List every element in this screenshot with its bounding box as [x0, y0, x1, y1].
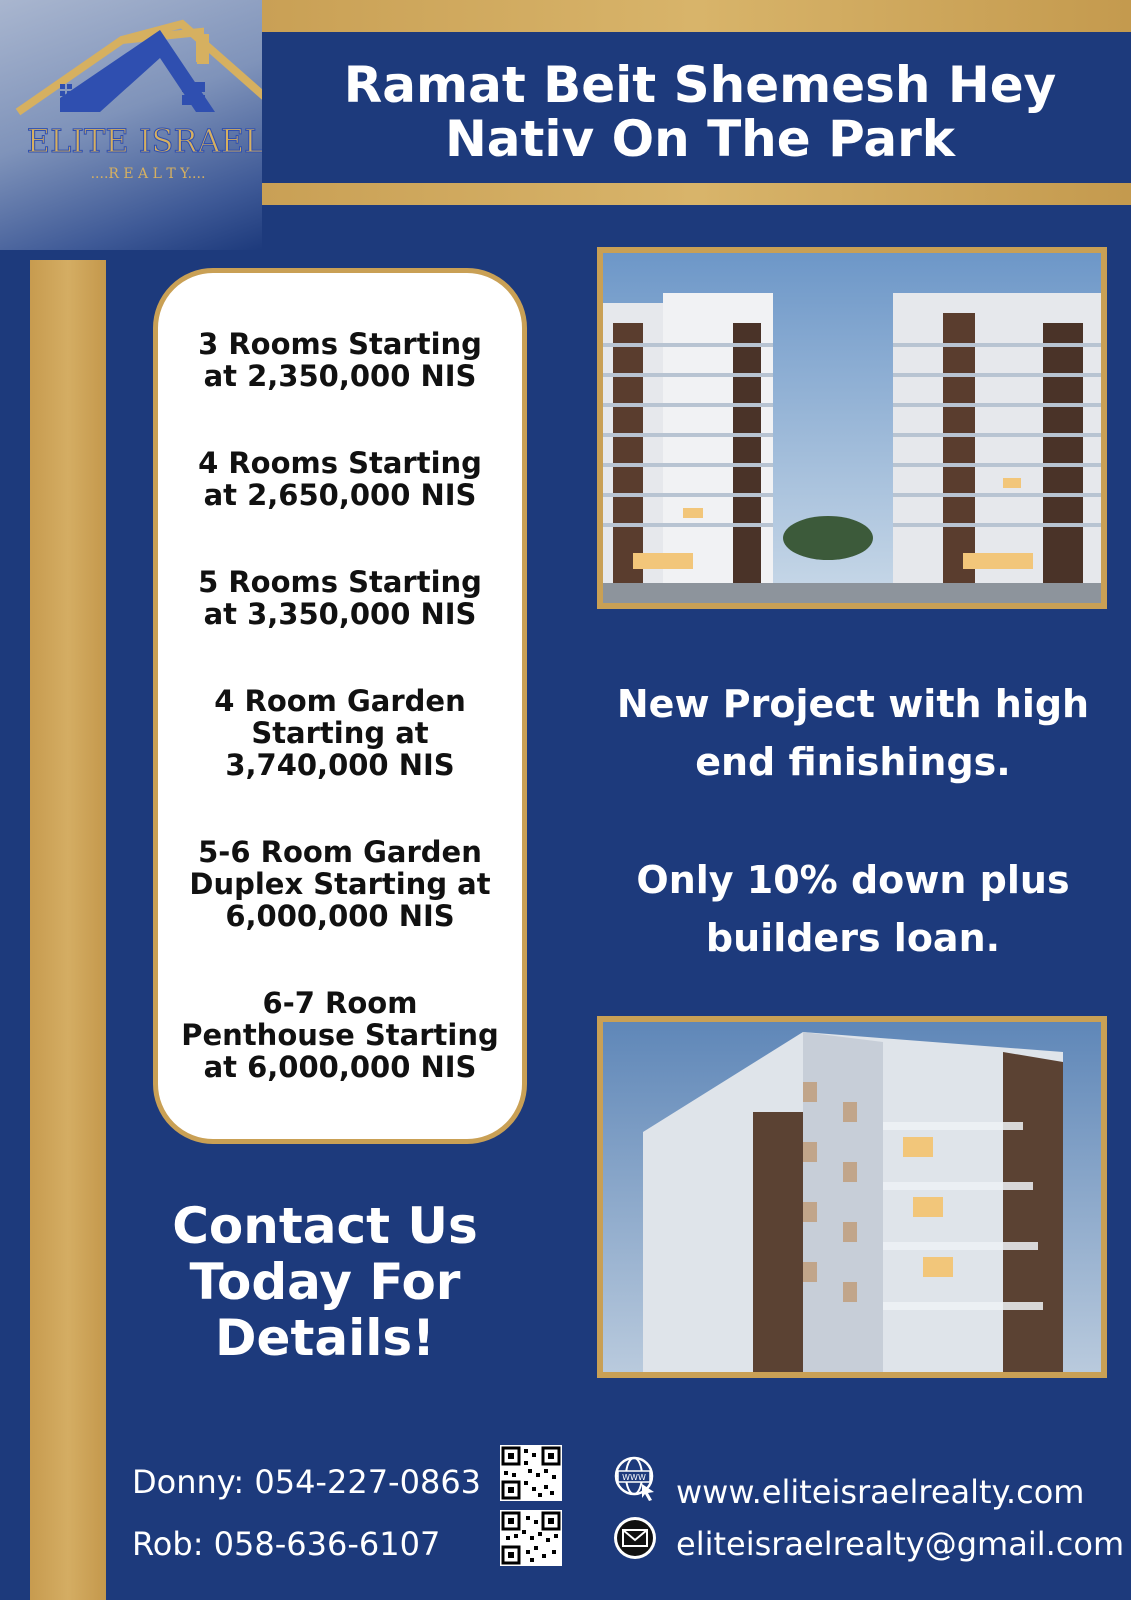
gold-title-underline — [262, 183, 1131, 205]
price-item — [158, 836, 522, 932]
price-line: 3,740,000 NIS — [225, 748, 455, 782]
highlight-line: end finishings. — [695, 740, 1011, 784]
highlight-line: Only 10% down plus — [636, 858, 1070, 902]
logo-panel — [0, 0, 262, 250]
price-line: 6,000,000 NIS — [225, 899, 455, 933]
brand-tagline: ....R E A L T Y.... — [90, 166, 206, 182]
price-item — [158, 328, 522, 392]
price-line: 4 Rooms Starting — [198, 446, 482, 480]
highlight-line: builders loan. — [705, 916, 1001, 960]
website-link[interactable]: www.eliteisraelrealty.com — [676, 1473, 1085, 1511]
qr-code-icon[interactable] — [500, 1445, 562, 1501]
price-item — [158, 987, 522, 1083]
price-item — [158, 447, 522, 511]
title-line-1: Ramat Beit Shemesh Hey — [343, 56, 1057, 114]
gold-side-stripe — [30, 260, 106, 1600]
highlight-line: New Project with high — [616, 682, 1090, 726]
price-item — [158, 566, 522, 630]
contact-heading-line: Contact Us — [172, 1197, 478, 1255]
price-line: at 6,000,000 NIS — [203, 1050, 477, 1084]
building-photo-top — [597, 247, 1107, 609]
price-line: 5-6 Room Garden — [198, 835, 482, 869]
qr-code-icon[interactable] — [500, 1510, 562, 1566]
price-line: Duplex Starting at — [189, 867, 491, 901]
highlight-down-payment — [600, 851, 1106, 967]
phone-donny[interactable]: Donny: 054-227-0863 — [132, 1463, 482, 1501]
envelope-icon — [612, 1515, 658, 1561]
brand-name: ELITE ISRAEL — [26, 122, 262, 160]
building-photo-bottom — [597, 1016, 1107, 1378]
phone-rob[interactable]: Rob: 058-636-6107 — [132, 1525, 441, 1563]
price-line: Penthouse Starting — [181, 1018, 499, 1052]
gold-header-bar — [262, 0, 1131, 32]
price-line: 5 Rooms Starting — [198, 565, 482, 599]
price-item — [158, 685, 522, 781]
highlight-finishings — [600, 675, 1106, 791]
price-list-card — [153, 268, 527, 1144]
globe-cursor-icon — [612, 1456, 658, 1502]
globe-label: WWW — [622, 1473, 646, 1482]
price-line: at 3,350,000 NIS — [203, 597, 477, 631]
page-title — [300, 58, 1100, 166]
price-line: 6-7 Room — [262, 986, 418, 1020]
price-line: 4 Room Garden — [214, 684, 466, 718]
contact-heading-line: Details! — [215, 1309, 435, 1367]
price-line: Starting at — [251, 716, 429, 750]
price-line: 3 Rooms Starting — [198, 327, 482, 361]
email-link[interactable]: eliteisraelrealty@gmail.com — [676, 1525, 1125, 1563]
title-line-2: Nativ On The Park — [444, 110, 956, 168]
elite-israel-realty-logo — [0, 0, 262, 200]
contact-heading — [140, 1198, 510, 1366]
contact-heading-line: Today For — [189, 1253, 461, 1311]
price-line: at 2,350,000 NIS — [203, 359, 477, 393]
price-line: at 2,650,000 NIS — [203, 478, 477, 512]
